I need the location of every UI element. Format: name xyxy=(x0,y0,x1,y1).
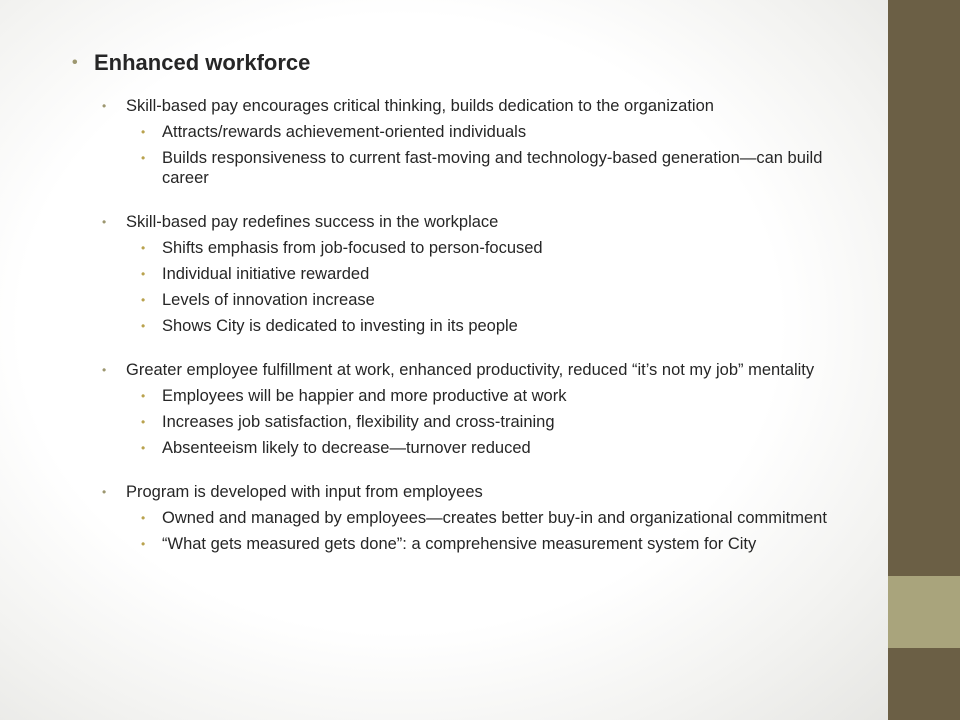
bullet-icon: • xyxy=(141,151,146,165)
level3-bullet xyxy=(72,438,852,458)
bullet-text: Skill-based pay redefines success in the workplace xyxy=(126,213,499,231)
bullet-group-2 xyxy=(72,212,852,336)
bullet-text: Employees will be happier and more productive at work xyxy=(162,387,567,405)
bullet-icon: • xyxy=(141,389,146,403)
bullet-text: Greater employee fulfillment at work, enhanced productivity, reduced “it’s not my job” mentality xyxy=(126,361,815,379)
bullet-group-1 xyxy=(72,96,852,188)
bullet-text: Shifts emphasis from job-focused to person-focused xyxy=(162,239,543,257)
bullet-text: “What gets measured gets done”: a comprehensive measurement system for City xyxy=(162,535,757,553)
bullet-text: Owned and managed by employees—creates better buy-in and organizational commitment xyxy=(162,509,827,527)
bullet-icon: • xyxy=(141,537,146,551)
bullet-icon: • xyxy=(102,215,107,229)
level3-bullet xyxy=(72,508,852,528)
bullet-text: Shows City is dedicated to investing in its people xyxy=(162,317,518,335)
bullet-icon: • xyxy=(102,363,107,377)
level2-bullet xyxy=(72,96,852,116)
bullet-group-4 xyxy=(72,482,852,554)
level3-bullet xyxy=(72,122,852,142)
level3-bullet xyxy=(72,148,852,188)
level2-bullet xyxy=(72,482,852,502)
slide-content xyxy=(72,50,852,578)
bullet-icon: • xyxy=(141,241,146,255)
bullet-icon: • xyxy=(141,319,146,333)
slide-title xyxy=(72,50,852,76)
side-accent-block xyxy=(888,576,960,648)
bullet-icon: • xyxy=(141,125,146,139)
bullet-icon: • xyxy=(72,54,78,71)
level3-bullet xyxy=(72,290,852,310)
level3-bullet xyxy=(72,238,852,258)
bullet-icon: • xyxy=(141,441,146,455)
level3-bullet xyxy=(72,386,852,406)
bullet-text: Attracts/rewards achievement-oriented individuals xyxy=(162,123,527,141)
bullet-group-3 xyxy=(72,360,852,458)
bullet-text: Skill-based pay encourages critical thinking, builds dedication to the organization xyxy=(126,97,714,115)
bullet-text: Increases job satisfaction, flexibility and cross-training xyxy=(162,413,555,431)
level3-bullet xyxy=(72,264,852,284)
bullet-icon: • xyxy=(102,99,107,113)
bullet-icon: • xyxy=(102,485,107,499)
title-text: Enhanced workforce xyxy=(94,50,311,75)
level3-bullet xyxy=(72,316,852,336)
bullet-icon: • xyxy=(141,293,146,307)
level2-bullet xyxy=(72,360,852,380)
bullet-icon: • xyxy=(141,415,146,429)
bullet-text: Builds responsiveness to current fast-moving and technology-based generation—can build career xyxy=(162,149,823,187)
level3-bullet xyxy=(72,412,852,432)
bullet-text: Individual initiative rewarded xyxy=(162,265,370,283)
bullet-text: Program is developed with input from employees xyxy=(126,483,483,501)
bullet-text: Levels of innovation increase xyxy=(162,291,375,309)
bullet-icon: • xyxy=(141,511,146,525)
level3-bullet xyxy=(72,534,852,554)
bullet-icon: • xyxy=(141,267,146,281)
bullet-text: Absenteeism likely to decrease—turnover reduced xyxy=(162,439,531,457)
level2-bullet xyxy=(72,212,852,232)
